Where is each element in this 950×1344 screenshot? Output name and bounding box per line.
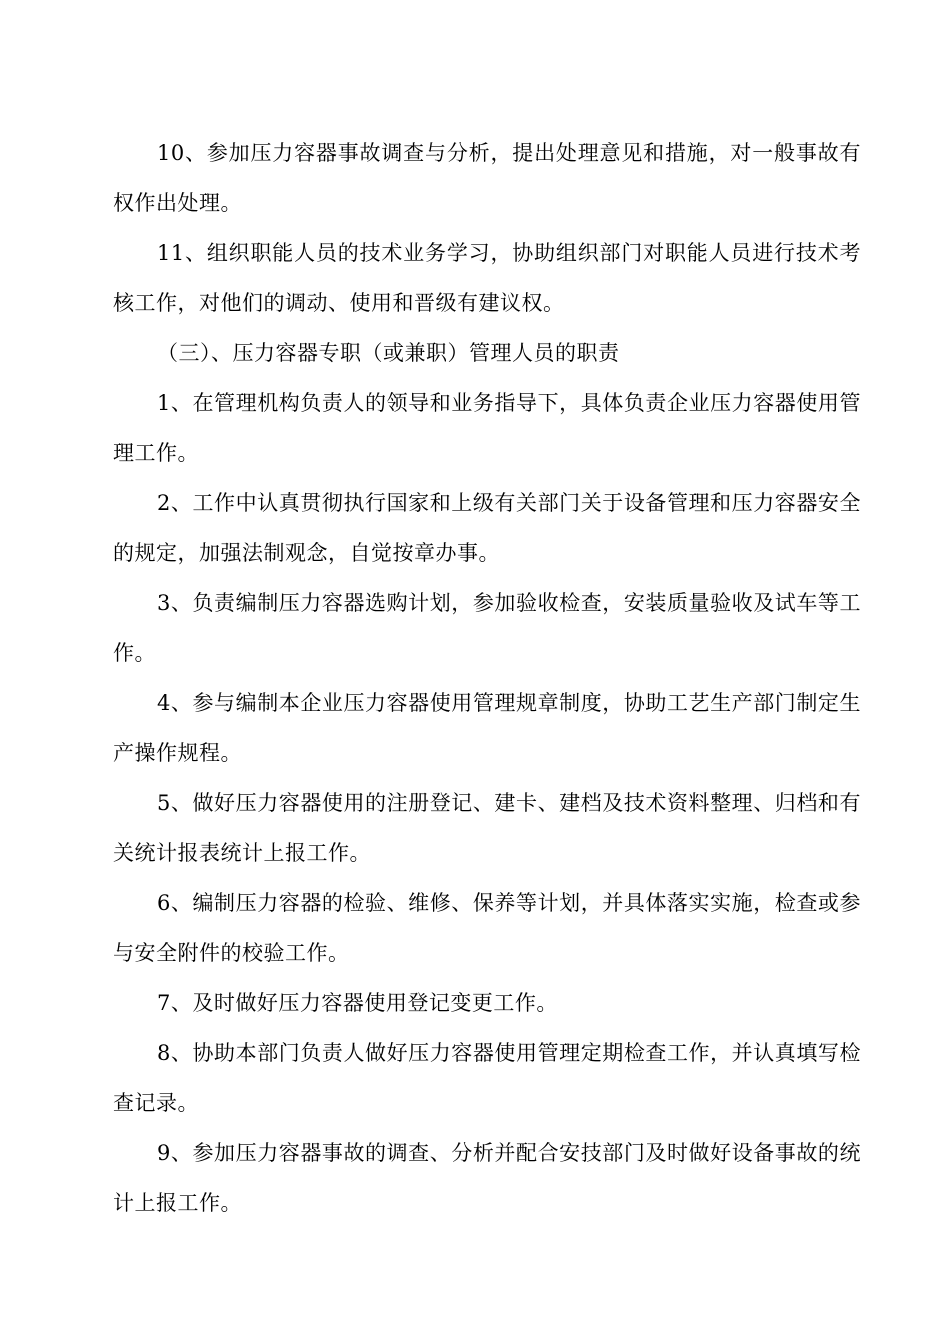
paragraph-item-5: 5、做好压力容器使用的注册登记、建卡、建档及技术资料整理、归档和有关统计报表统计上报工作。: [113, 791, 861, 865]
paragraph-item-6: 6、编制压力容器的检验、维修、保养等计划，并具体落实实施，检查或参与安全附件的校验工作。: [113, 891, 861, 965]
paragraph-item-9: 9、参加压力容器事故的调查、分析并配合安技部门及时做好设备事故的统计上报工作。: [113, 1141, 861, 1215]
paragraph-item-4: 4、参与编制本企业压力容器使用管理规章制度，协助工艺生产部门制定生产操作规程。: [113, 691, 861, 765]
paragraph-item-10: 10、参加压力容器事故调查与分析，提出处理意见和措施，对一般事故有权作出处理。: [113, 141, 861, 215]
paragraph-item-7: 7、及时做好压力容器使用登记变更工作。: [157, 991, 558, 1015]
paragraph-item-2: 2、工作中认真贯彻执行国家和上级有关部门关于设备管理和压力容器安全的规定，加强法制观念，自觉按章办事。: [113, 491, 861, 565]
document-body: [113, 128, 861, 1228]
section-heading: （三）、压力容器专职（或兼职）管理人员的职责: [157, 341, 620, 365]
paragraph-item-3: 3、负责编制压力容器选购计划，参加验收检查，安装质量验收及试车等工作。: [113, 591, 861, 665]
paragraph-item-11: 11、组织职能人员的技术业务学习，协助组织部门对职能人员进行技术考核工作，对他们的调动、使用和晋级有建议权。: [113, 241, 861, 315]
paragraph-item-1: 1、在管理机构负责人的领导和业务指导下，具体负责企业压力容器使用管理工作。: [113, 391, 861, 465]
paragraph-item-8: 8、协助本部门负责人做好压力容器使用管理定期检查工作，并认真填写检查记录。: [113, 1041, 861, 1115]
